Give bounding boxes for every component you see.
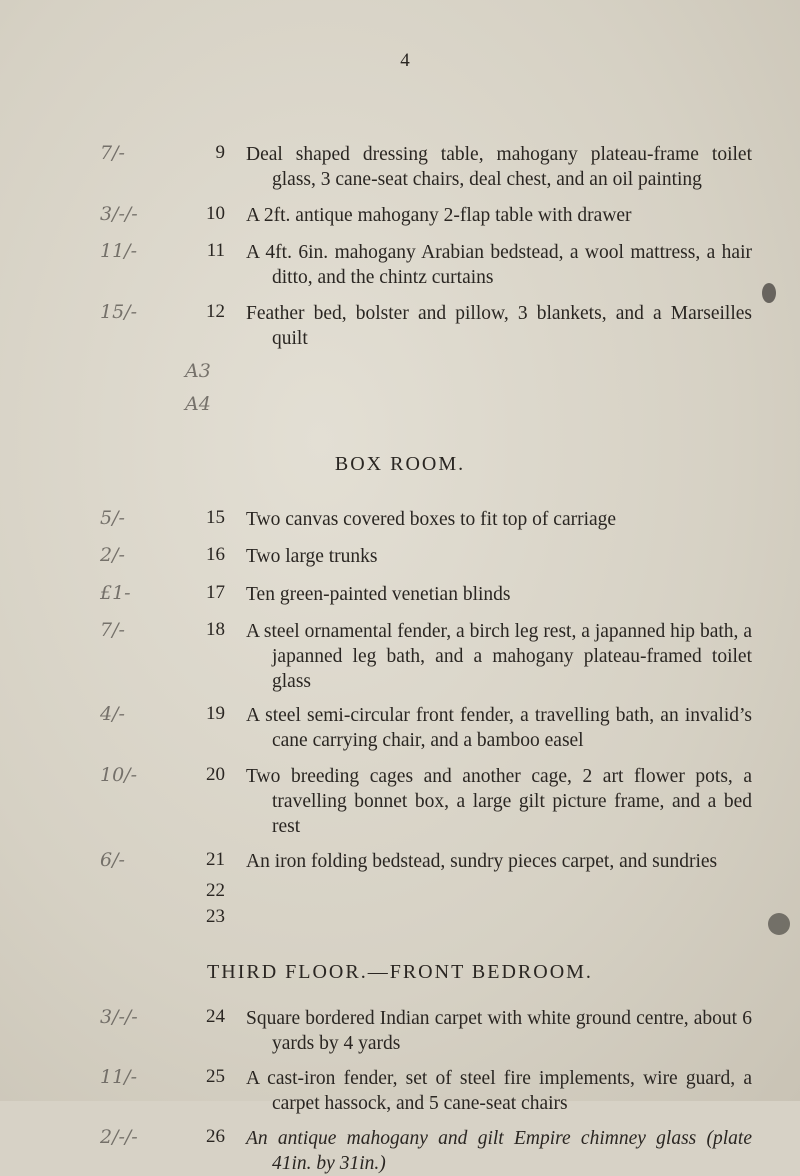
handwritten-lot-number: A4 — [185, 393, 211, 415]
lot-description: Two canvas covered boxes to fit top of carriage — [246, 509, 617, 530]
lot-number: 21 — [206, 849, 225, 870]
lot-number: 12 — [206, 301, 225, 322]
ink-blot — [762, 283, 776, 303]
ink-blot — [768, 913, 790, 935]
lot-number: 17 — [206, 582, 225, 603]
lot-description: Ten green-painted venetian blinds — [246, 584, 511, 605]
lot-description: Two large trunks — [246, 546, 378, 567]
lot-number: 26 — [206, 1126, 225, 1147]
lot-number: 20 — [206, 764, 225, 785]
lot-description: An antique mahogany and gilt Empire chimney glass (plate 41in. by 31in.) — [246, 1128, 752, 1174]
lot-number: 24 — [206, 1006, 225, 1027]
lot-description: Two breeding cages and another cage, 2 art flower pots, a travelling bonnet box, a large gilt picture frame, and a bed rest — [246, 766, 752, 837]
handwritten-price: £1- — [100, 582, 131, 604]
lot-number: 16 — [206, 544, 225, 565]
handwritten-price: 11/- — [100, 1066, 137, 1088]
handwritten-price: 2/-/- — [100, 1126, 138, 1148]
page-number: 4 — [400, 50, 410, 71]
lot-number: 18 — [206, 619, 225, 640]
lot-description: A steel semi-circular front fender, a travelling bath, an invalid’s cane carrying chair, and a bamboo easel — [246, 705, 752, 751]
handwritten-price: 7/- — [100, 619, 125, 641]
lot-description: Square bordered Indian carpet with white ground centre, about 6 yards by 4 yards — [246, 1008, 752, 1054]
lot-description: A cast-iron fender, set of steel fire implements, wire guard, a carpet hassock, and 5 cane-seat chairs — [246, 1068, 752, 1114]
lot-description: Feather bed, bolster and pillow, 3 blankets, and a Marseilles quilt — [246, 303, 752, 349]
lot-description: An iron folding bedstead, sundry pieces carpet, and sundries — [246, 851, 718, 872]
lot-number: 11 — [206, 240, 225, 261]
lot-number: 9 — [215, 142, 225, 163]
lot-description: A steel ornamental fender, a birch leg rest, a japanned hip bath, a japanned leg bath, and a mahogany plateau-framed toilet glass — [246, 621, 752, 692]
lot-number: 19 — [206, 703, 225, 724]
lot-description: Deal shaped dressing table, mahogany plateau-frame toilet glass, 3 cane-seat chairs, deal chest, and an oil painting — [246, 144, 752, 190]
lot-number: 15 — [206, 507, 225, 528]
handwritten-price: 3/-/- — [100, 1006, 138, 1028]
handwritten-price: 5/- — [100, 507, 125, 529]
handwritten-price: 6/- — [100, 849, 125, 871]
lot-number: 10 — [206, 203, 225, 224]
lot-description: A 4ft. 6in. mahogany Arabian bedstead, a wool mattress, a hair ditto, and the chintz curtains — [246, 242, 752, 288]
handwritten-lot-number: A3 — [185, 360, 211, 382]
lot-number: 22 — [206, 880, 225, 901]
section-title-box-room: BOX ROOM. — [334, 453, 466, 475]
handwritten-price: 7/- — [100, 142, 125, 164]
handwritten-price: 2/- — [100, 544, 125, 566]
handwritten-price: 3/-/- — [100, 203, 138, 225]
handwritten-price: 10/- — [100, 764, 137, 786]
handwritten-price: 4/- — [100, 703, 125, 725]
lot-description: A 2ft. antique mahogany 2-flap table with drawer — [246, 205, 632, 226]
section-title-third-floor-front-bedroom: THIRD FLOOR.—FRONT BEDROOM. — [207, 961, 593, 983]
handwritten-price: 15/- — [100, 301, 137, 323]
handwritten-price: 11/- — [100, 240, 137, 262]
lot-number: 23 — [206, 906, 225, 927]
lot-number: 25 — [206, 1066, 225, 1087]
